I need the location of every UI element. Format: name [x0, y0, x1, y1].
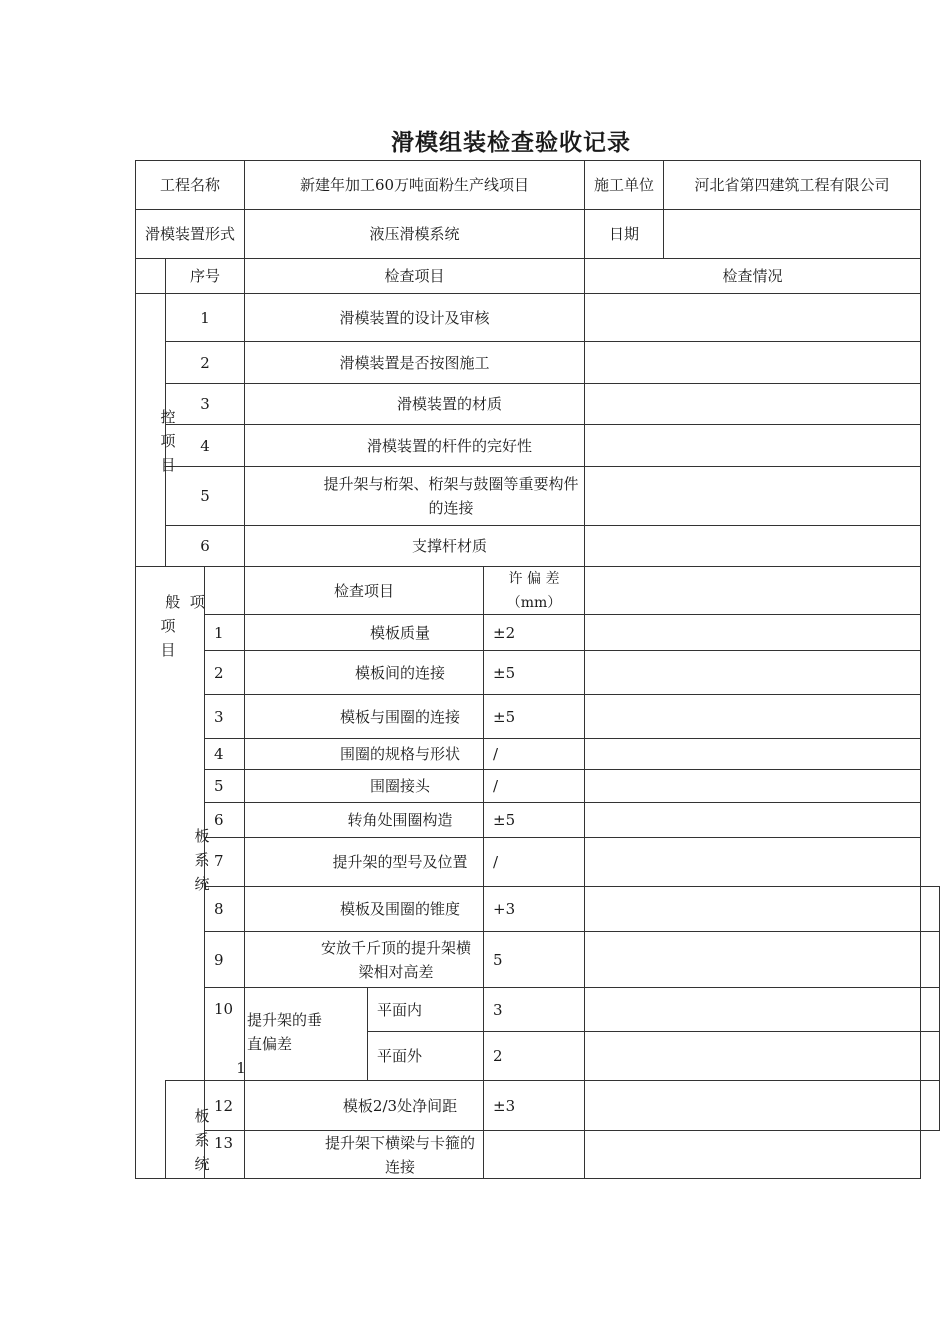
date-value[interactable] — [664, 210, 920, 258]
general-row-seq: 3 — [214, 707, 224, 726]
main-row-item: 滑模装置是否按图施工 — [339, 353, 490, 372]
subsystem-label-char: 板 — [194, 1107, 210, 1125]
general-row-tolerance: +3 — [493, 900, 516, 918]
general-row-seq: 8 — [214, 900, 224, 918]
general-row-tolerance: / — [493, 853, 499, 871]
contractor-label: 施工单位 — [593, 176, 654, 194]
main-row-item: 滑模装置的材质 — [396, 395, 502, 413]
general-row-seq: 12 — [214, 1096, 234, 1115]
general-row-seq: 2 — [214, 663, 224, 682]
general-row-tolerance: ±5 — [493, 811, 516, 829]
general-row-seq: 5 — [214, 777, 224, 795]
general-row-tolerance-in: 3 — [493, 1000, 503, 1019]
general-label-char: 目 — [160, 641, 176, 659]
main-label-char: 目 — [160, 456, 176, 474]
general-row-seq: 4 — [214, 745, 224, 763]
general-row-tolerance: ±5 — [493, 663, 516, 682]
general-row-seq: 9 — [214, 950, 224, 969]
general-row-item: 模板与围圈的连接 — [339, 707, 460, 726]
main-row-item: 滑模装置的杆件的完好性 — [366, 436, 532, 455]
general-row-tolerance — [484, 1131, 584, 1178]
general-row-seq: 10 — [214, 1000, 234, 1018]
general-row-tolerance-out: 2 — [493, 1047, 503, 1065]
general-row-item: 模板间的连接 — [354, 663, 445, 682]
general-row-item: 提升架的型号及位置 — [332, 853, 468, 871]
result-column-header: 检查情况 — [722, 267, 783, 285]
project-name-value: 新建年加工60万吨面粉生产线项目 — [299, 176, 530, 194]
main-row-seq: 4 — [200, 436, 210, 455]
main-row-item: 提升架与桁架、桁架与鼓圈等重要构件的连接 — [323, 475, 579, 517]
subsystem-label-char: 统 — [194, 1155, 210, 1173]
general-row-item: 围圈的规格与形状 — [339, 745, 460, 763]
general-label-char: 项 — [160, 617, 176, 635]
tolerance-header: 许 偏 差（mm） — [506, 570, 562, 611]
general-row-seq: 6 — [214, 811, 224, 829]
general-row-item: 模板2/3处净间距 — [342, 1096, 458, 1115]
general-row-item: 转角处围圈构造 — [347, 811, 453, 829]
general-row-subitem-in: 平面内 — [377, 1000, 423, 1019]
general-row-tolerance: / — [493, 777, 499, 795]
general-row-seq: 7 — [214, 852, 224, 870]
document-title: 滑模组装检查验收记录 — [391, 129, 631, 156]
main-row-seq: 3 — [200, 395, 210, 413]
general-row-item: 围圈接头 — [369, 777, 430, 795]
general-row-tolerance: ±5 — [493, 707, 516, 726]
main-row-seq: 5 — [200, 487, 210, 505]
result-cell[interactable] — [585, 526, 920, 566]
general-row-tolerance: ±2 — [493, 623, 516, 642]
result-cell[interactable] — [585, 467, 920, 525]
general-row-item: 提升架的垂直偏差 — [247, 1011, 323, 1053]
device-type-value: 液压滑模系统 — [369, 225, 460, 243]
general-row-item: 模板及围圈的锥度 — [339, 900, 460, 918]
subsystem-label-char: 系 — [194, 1131, 210, 1149]
general-row-tolerance: ±3 — [493, 1096, 516, 1115]
general-row-tolerance: 5 — [493, 950, 503, 969]
general-label-top: 般 项 — [165, 593, 205, 611]
general-row-item: 安放千斤顶的提升架横梁相对高差 — [320, 938, 471, 981]
date-label: 日期 — [608, 225, 639, 243]
stray-number: 1 — [236, 1059, 246, 1077]
main-row-seq: 6 — [200, 537, 210, 555]
general-row-seq: 13 — [214, 1134, 234, 1152]
main-row-seq: 1 — [200, 308, 210, 327]
project-name-label: 工程名称 — [159, 176, 220, 194]
general-row-subitem-out: 平面外 — [377, 1047, 423, 1065]
main-label-char: 控 — [160, 408, 176, 426]
seq-column-header: 序号 — [189, 267, 220, 285]
subsystem-label-char: 系 — [194, 851, 210, 869]
subsystem-label-char: 板 — [194, 827, 210, 845]
subsystem-label-char: 统 — [194, 875, 210, 893]
main-label-char: 项 — [160, 432, 176, 450]
item-column-header: 检查项目 — [384, 267, 445, 285]
general-row-item: 模板质量 — [369, 623, 430, 642]
result-cell[interactable] — [585, 342, 920, 383]
result-cell[interactable] — [585, 425, 920, 466]
general-row-item: 提升架下横梁与卡箍的连接 — [325, 1133, 476, 1176]
result-cell[interactable] — [585, 294, 920, 341]
result-cell[interactable] — [585, 384, 920, 424]
general-row-tolerance: / — [493, 745, 499, 763]
main-row-seq: 2 — [200, 353, 210, 372]
device-type-label: 滑模装置形式 — [144, 225, 235, 243]
main-row-item: 支撑杆材质 — [411, 537, 487, 555]
contractor-value: 河北省第四建筑工程有限公司 — [694, 176, 890, 194]
main-row-item: 滑模装置的设计及审核 — [339, 308, 490, 327]
general-item-header: 检查项目 — [333, 581, 394, 600]
general-row-seq: 1 — [214, 623, 224, 642]
